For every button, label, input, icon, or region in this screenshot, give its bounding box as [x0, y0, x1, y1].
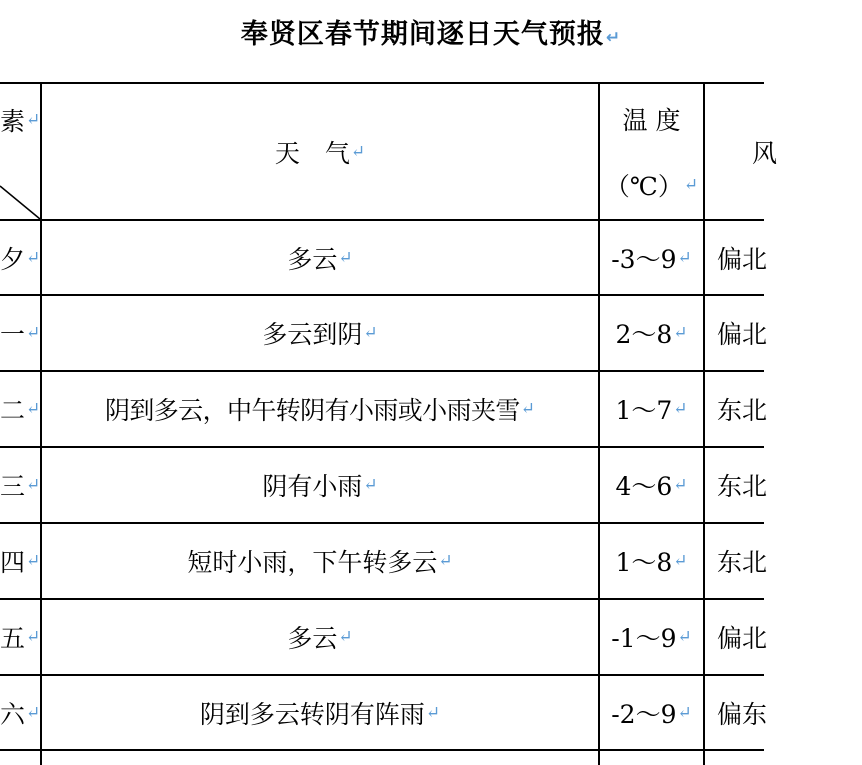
document-title: 奉贤区春节期间逐日天气预报 ↵	[0, 12, 862, 51]
table-row-temperature: 2～8 ↵	[600, 296, 703, 370]
table-row-day: 夕 ↵	[0, 221, 40, 294]
header-weather: 天 气 ↵	[42, 84, 598, 219]
table-row-day: 五 ↵	[0, 600, 40, 674]
table-row-wind: 东北	[717, 548, 768, 577]
paragraph-mark-icon	[673, 323, 687, 343]
header-temperature-line2: （℃） ↵	[600, 166, 703, 204]
table-row-temperature: -3～9 ↵	[600, 221, 703, 294]
table-row-temperature: 4～6 ↵	[600, 448, 703, 522]
paragraph-mark-icon	[673, 551, 687, 571]
table-row-temperature: 1～7 ↵	[600, 372, 703, 446]
table-row-day: 二 ↵	[0, 372, 40, 446]
paragraph-mark-icon	[26, 399, 40, 419]
paragraph-mark-icon	[26, 551, 40, 571]
table-row-wind: 东北	[717, 396, 768, 425]
paragraph-mark-icon	[673, 475, 687, 495]
table-row-weather: 短时小雨，下午转多云 ↵	[42, 524, 598, 598]
paragraph-mark-icon	[338, 627, 352, 647]
table-border-bottom	[0, 749, 764, 751]
paragraph-mark-icon	[26, 323, 40, 343]
paragraph-mark-icon	[426, 703, 440, 723]
header-corner-diagonal	[0, 184, 42, 220]
table-row-weather: 多云 ↵	[42, 221, 598, 294]
paragraph-mark-icon	[26, 475, 40, 495]
table-row-wind: 偏北	[717, 320, 768, 349]
table-row-day: 三 ↵	[0, 448, 40, 522]
table-column-divider	[703, 82, 705, 765]
table-row-day: 四 ↵	[0, 524, 40, 598]
table-row-weather: 多云到阴 ↵	[42, 296, 598, 370]
table-row-wind: 偏北	[717, 624, 768, 653]
paragraph-mark-icon	[606, 28, 621, 48]
paragraph-mark-icon	[363, 475, 377, 495]
paragraph-mark-icon	[26, 703, 40, 723]
paragraph-mark-icon	[26, 627, 40, 647]
table-row-wind: 偏东	[717, 699, 768, 729]
header-wind: 风	[752, 139, 778, 168]
table-row-day: 六 ↵	[0, 676, 40, 749]
paragraph-mark-icon	[438, 551, 452, 571]
table-row-weather: 阴到多云，中午转阴有小雨或小雨夹雪 ↵	[42, 372, 598, 446]
paragraph-mark-icon	[26, 110, 40, 130]
paragraph-mark-icon	[673, 399, 687, 419]
paragraph-mark-icon	[678, 248, 692, 268]
header-temperature-line1: 温 度	[622, 106, 681, 135]
table-row-temperature: 1～8 ↵	[600, 524, 703, 598]
table-row-weather: 阴有小雨 ↵	[42, 448, 598, 522]
paragraph-mark-icon	[338, 248, 352, 268]
paragraph-mark-icon	[684, 175, 698, 195]
paragraph-mark-icon	[363, 323, 377, 343]
table-row-temperature: -1～9 ↵	[600, 600, 703, 674]
table-row-wind: 偏北	[717, 244, 768, 274]
paragraph-mark-icon	[678, 703, 692, 723]
table-row-temperature: -2～9 ↵	[600, 676, 703, 749]
table-row-weather: 多云 ↵	[42, 600, 598, 674]
paragraph-mark-icon	[521, 399, 535, 419]
paragraph-mark-icon	[678, 627, 692, 647]
paragraph-mark-icon	[26, 248, 40, 268]
table-row-wind: 东北	[717, 472, 768, 501]
table-row-day: 一 ↵	[0, 296, 40, 370]
table-row-weather: 阴到多云转阴有阵雨 ↵	[42, 676, 598, 749]
paragraph-mark-icon	[351, 142, 365, 162]
header-element-label: 素 ↵	[0, 102, 40, 138]
